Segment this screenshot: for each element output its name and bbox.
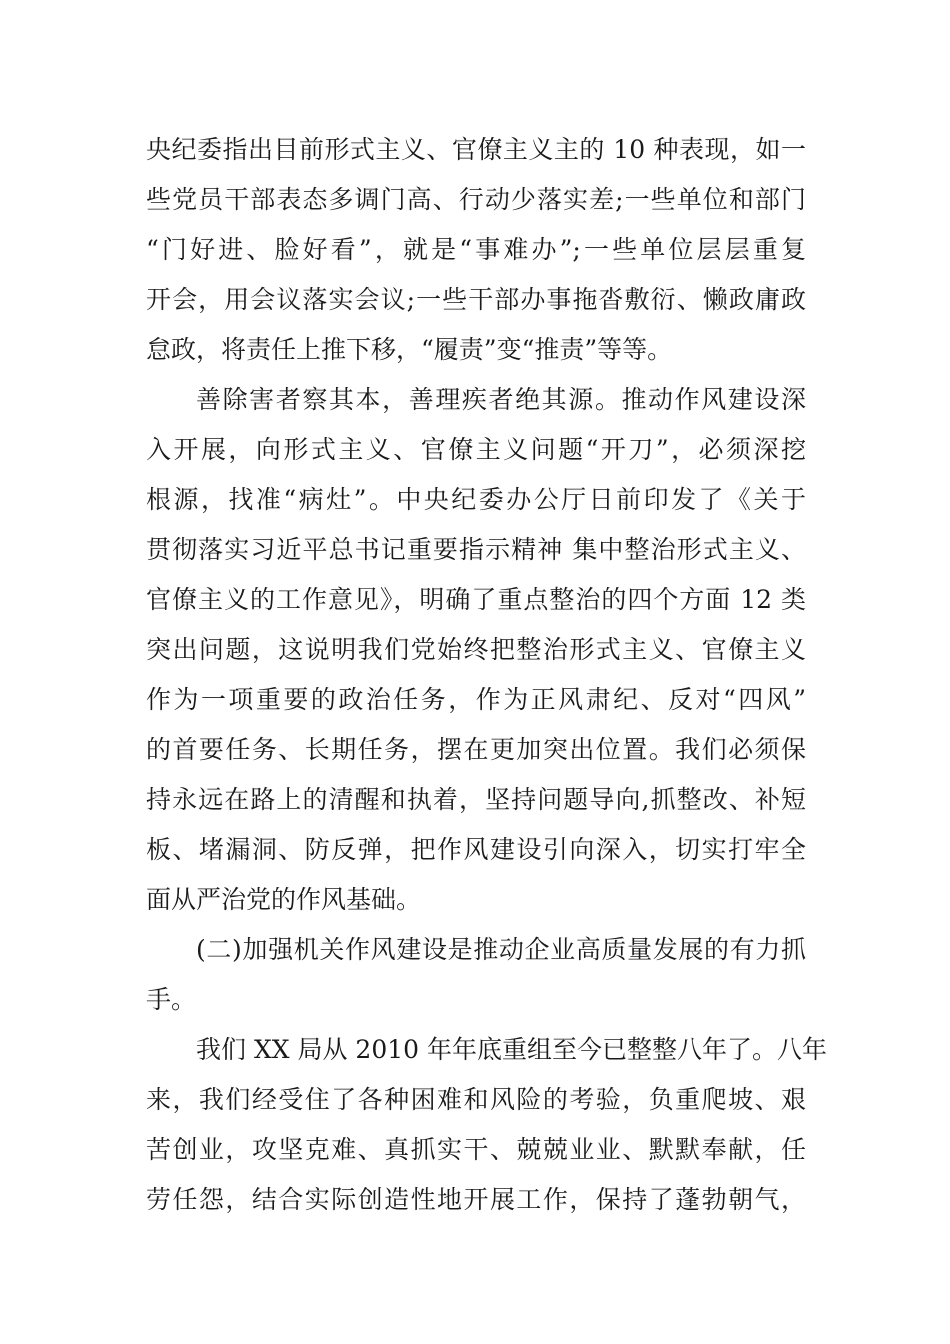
text-line: 官僚主义的工作意见》，明确了重点整治的四个方面 12 类 bbox=[146, 585, 806, 614]
text-line: 些党员干部表态多调门高、行动少落实差;一些单位和部门 bbox=[146, 185, 806, 214]
paragraph-first-line: 我们 XX 局从 2010 年年底重组至今已整整八年了。八年 bbox=[196, 1035, 828, 1064]
text-line: 的首要任务、长期任务，摆在更加突出位置。我们必须保 bbox=[146, 735, 806, 764]
text-line: 板、堵漏洞、防反弹，把作风建设引向深入，切实打牢全 bbox=[146, 835, 806, 864]
text-line: 苦创业，攻坚克难、真抓实干、兢兢业业、默默奉献，任 bbox=[146, 1135, 806, 1164]
text-line: 面从严治党的作风基础。 bbox=[146, 885, 422, 914]
text-line: 来，我们经受住了各种困难和风险的考验，负重爬坡、艰 bbox=[146, 1085, 806, 1114]
paragraph-first-line: 善除害者察其本，善理疾者绝其源。推动作风建设深 bbox=[196, 385, 806, 414]
text-line: 持永远在路上的清醒和执着，坚持问题导向,抓整改、补短 bbox=[146, 785, 806, 814]
text-line: 怠政，将责任上推下移，“履责”变“推责”等等。 bbox=[146, 335, 673, 364]
text-line: 贯彻落实习近平总书记重要指示精神 集中整治形式主义、 bbox=[146, 535, 806, 564]
text-line: “门好进、脸好看”，就是“事难办”;一些单位层层重复 bbox=[146, 235, 806, 264]
text-line: 作为一项重要的政治任务，作为正风肃纪、反对“四风” bbox=[146, 685, 806, 714]
text-line: 根源，找准“病灶”。中央纪委办公厅日前印发了《关于 bbox=[146, 485, 806, 514]
text-line: 央纪委指出目前形式主义、官僚主义主的 10 种表现，如一 bbox=[146, 135, 806, 164]
section-heading: (二)加强机关作风建设是推动企业高质量发展的有力抓 bbox=[196, 935, 806, 964]
text-line: 劳任怨，结合实际创造性地开展工作，保持了蓬勃朝气， bbox=[146, 1185, 806, 1214]
section-heading-cont: 手。 bbox=[146, 985, 197, 1014]
text-line: 入开展，向形式主义、官僚主义问题“开刀”，必须深挖 bbox=[146, 435, 806, 464]
text-line: 突出问题，这说明我们党始终把整治形式主义、官僚主义 bbox=[146, 635, 806, 664]
text-line: 开会，用会议落实会议;一些干部办事拖沓敷衍、懒政庸政 bbox=[146, 285, 806, 314]
